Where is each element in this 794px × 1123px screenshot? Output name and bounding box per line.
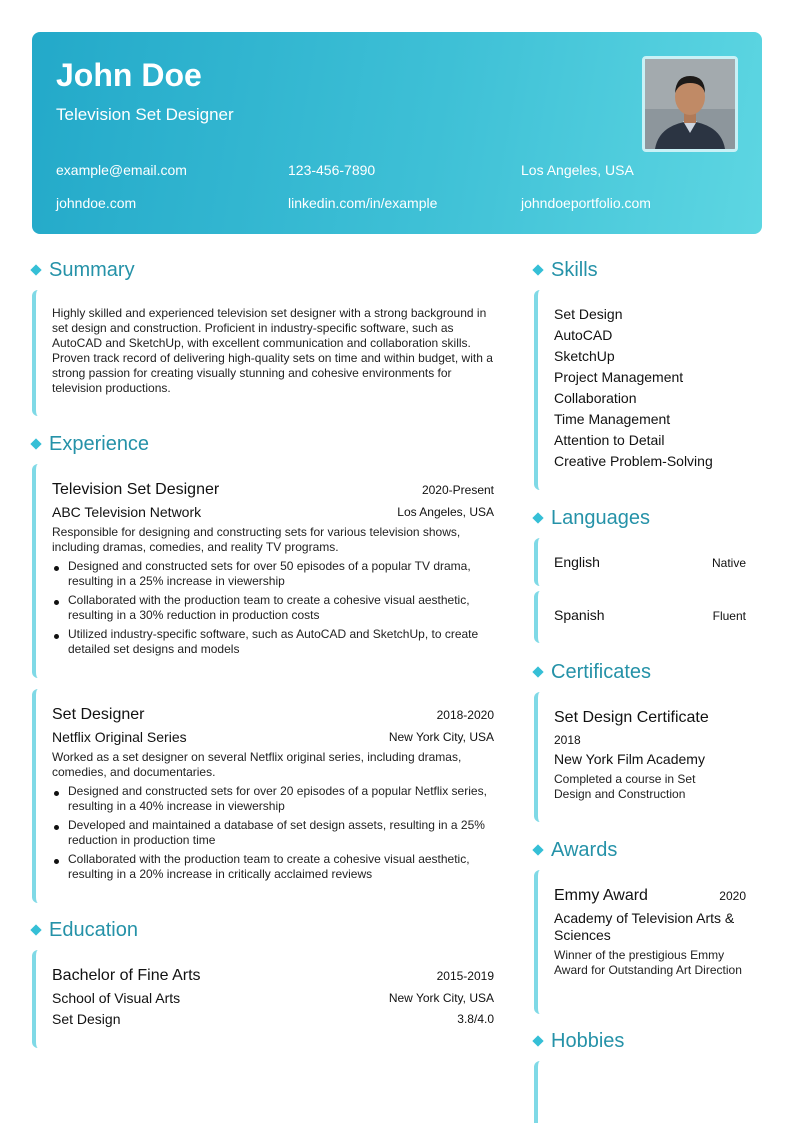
diamond-bullet-icon [30,264,41,275]
awards-heading-text: Awards [551,839,618,861]
education-degree: Bachelor of Fine Arts [52,967,201,984]
award-issuer: Academy of Television Arts & Sciences [554,910,735,943]
skill-item: Project Management [554,369,684,385]
website-link[interactable]: johndoe.com [56,195,137,211]
job-description: Responsible for designing and constructing sets for various television shows, including dramas, comedies, and reality TV programs. [52,525,461,554]
linkedin-link[interactable]: linkedin.com/in/example [288,195,438,211]
job-bullet: Utilized industry-specific software, such as AutoCAD and SketchUp, to create detailed set designs and models [52,627,482,657]
education-dates: 2015-2019 [436,969,494,983]
profile-photo [642,56,738,152]
languages-heading [533,506,650,530]
job-company: ABC Television Network [52,504,202,520]
experience-heading [31,432,149,456]
job-location: New York City, USA [388,730,494,744]
portfolio-link[interactable]: johndoeportfolio.com [521,195,651,211]
job-title: Television Set Designer [52,481,220,498]
skill-item: AutoCAD [554,327,613,343]
candidate-role: Television Set Designer [56,105,234,124]
skill-item: Set Design [554,306,623,322]
certificate-year: 2018 [554,733,581,747]
job-bullet: Collaborated with the production team to create a cohesive visual aesthetic, resulting in a 20% increase in critically acclaimed reviews [52,852,488,882]
diamond-bullet-icon [532,844,543,855]
skill-item: Collaboration [554,390,637,406]
skill-item: Time Management [554,411,671,427]
summary-block [32,290,498,416]
skill-item: SketchUp [554,348,615,364]
hobbies-block [534,1061,762,1123]
hobbies-heading [533,1029,624,1053]
awards-heading [533,838,617,862]
skill-item: Attention to Detail [554,432,665,448]
job-bullet: Designed and constructed sets for over 50 episodes of a popular TV drama, resulting in a 25% increase in viewership [52,559,482,589]
education-field: Set Design [52,1011,121,1027]
education-heading [31,918,138,942]
certificate-issuer: New York Film Academy [554,751,705,767]
language-name: English [554,554,600,570]
candidate-name: John Doe [56,57,202,93]
education-school: School of Visual Arts [52,990,181,1006]
skills-block [534,290,762,490]
job-company: Netflix Original Series [52,729,187,745]
skills-heading-text: Skills [551,259,598,281]
education-gpa: 3.8/4.0 [457,1012,494,1026]
certificates-heading [533,660,651,684]
experience-heading-text: Experience [49,433,150,455]
person-portrait-icon [645,59,735,149]
job-description: Worked as a set designer on several Netflix original series, including dramas, comedies, and documentaries. [52,750,462,779]
education-block [32,950,498,1048]
resume-header [32,32,762,234]
job-bullet: Designed and constructed sets for over 20 episodes of a popular Netflix series, resulting in a 40% increase in viewership [52,784,488,814]
phone-text[interactable]: 123-456-7890 [288,162,376,178]
job-block [32,689,498,903]
language-level: Native [711,556,746,570]
language-level: Fluent [712,609,746,623]
diamond-bullet-icon [30,924,41,935]
diamond-bullet-icon [532,666,543,677]
diamond-bullet-icon [532,1035,543,1046]
hobbies-heading-text: Hobbies [551,1030,625,1052]
award-name: Emmy Award [554,887,648,904]
education-location: New York City, USA [388,991,494,1005]
job-title: Set Designer [52,706,145,723]
education-heading-text: Education [49,919,138,941]
job-block [32,464,498,678]
summary-heading-text: Summary [49,259,135,281]
email-link[interactable]: example@email.com [56,162,187,178]
summary-text: Highly skilled and experienced television set designer with a strong background in set design and construction. Proficient in industry-specific software, such as AutoCAD and SketchUp, with excellent communication and collaboration skills. Proven track record of delivering high-quality sets on time and within budget, with a strong passion for creating visually stunning and cohesive environments for television productions. [52,306,493,395]
certificate-name: Set Design Certificate [554,709,709,726]
award-description: Winner of the prestigious Emmy Award for Outstanding Art Direction [554,948,742,977]
summary-heading [31,258,135,282]
job-location: Los Angeles, USA [397,505,494,519]
certificate-description: Completed a course in Set Design and Construction [554,772,696,801]
job-dates: 2018-2020 [436,708,494,722]
job-bullet: Developed and maintained a database of set design assets, resulting in a 25% reduction in production time [52,818,488,848]
languages-heading-text: Languages [551,507,650,529]
location-text: Los Angeles, USA [521,162,634,178]
diamond-bullet-icon [532,264,543,275]
language-block [534,538,762,586]
diamond-bullet-icon [532,512,543,523]
job-dates: 2020-Present [421,483,494,497]
language-name: Spanish [554,607,605,623]
skills-heading [533,258,598,282]
diamond-bullet-icon [30,438,41,449]
skill-item: Creative Problem-Solving [554,453,713,469]
language-block [534,591,762,643]
award-block [534,870,762,1014]
award-year: 2020 [719,889,746,903]
certificate-block [534,692,762,822]
job-bullet: Collaborated with the production team to create a cohesive visual aesthetic, resulting in a 30% reduction in production costs [52,593,482,623]
certificates-heading-text: Certificates [551,661,652,683]
